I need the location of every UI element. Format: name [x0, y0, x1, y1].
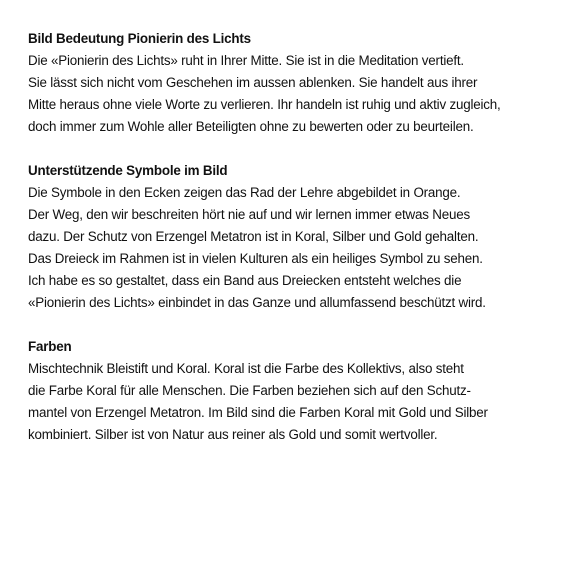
- paragraph-line: Die Symbole in den Ecken zeigen das Rad der Lehre abgebildet in Orange.: [28, 185, 461, 200]
- section-farben: [28, 336, 547, 446]
- paragraph-line: Die «Pionierin des Lichts» ruht in Ihrer Mitte. Sie ist in die Meditation vertieft.: [28, 53, 464, 68]
- section-bild-bedeutung: [28, 28, 547, 138]
- paragraph-line: Das Dreieck im Rahmen ist in vielen Kulturen als ein heiliges Symbol zu sehen.: [28, 251, 483, 266]
- paragraph-line: Ich habe es so gestaltet, dass ein Band aus Dreiecken entsteht welches die: [28, 273, 462, 288]
- paragraph-line: Sie lässt sich nicht vom Geschehen im aussen ablenken. Sie handelt aus ihrer: [28, 75, 478, 90]
- paragraph-line: dazu. Der Schutz von Erzengel Metatron ist in Koral, Silber und Gold gehalten.: [28, 229, 479, 244]
- paragraph-line: die Farbe Koral für alle Menschen. Die Farben beziehen sich auf den Schutz-: [28, 383, 471, 398]
- paragraph-line: Mitte heraus ohne viele Worte zu verlieren. Ihr handeln ist ruhig und aktiv zugleich,: [28, 97, 501, 112]
- paragraph-line: kombiniert. Silber ist von Natur aus reiner als Gold und somit wertvoller.: [28, 427, 438, 442]
- paragraph-line: mantel von Erzengel Metatron. Im Bild sind die Farben Koral mit Gold und Silber: [28, 405, 488, 420]
- paragraph-line: Mischtechnik Bleistift und Koral. Koral ist die Farbe des Kollektivs, also steht: [28, 361, 464, 376]
- section-heading: Unterstützende Symbole im Bild: [28, 163, 228, 178]
- paragraph-line: «Pionierin des Lichts» einbindet in das Ganze und allumfassend beschützt wird.: [28, 295, 486, 310]
- section-heading: Bild Bedeutung Pionierin des Lichts: [28, 31, 251, 46]
- section-heading: Farben: [28, 339, 72, 354]
- section-symbole: [28, 160, 547, 314]
- paragraph-line: doch immer zum Wohle aller Beteiligten ohne zu bewerten oder zu beurteilen.: [28, 119, 474, 134]
- paragraph-line: Der Weg, den wir beschreiten hört nie auf und wir lernen immer etwas Neues: [28, 207, 470, 222]
